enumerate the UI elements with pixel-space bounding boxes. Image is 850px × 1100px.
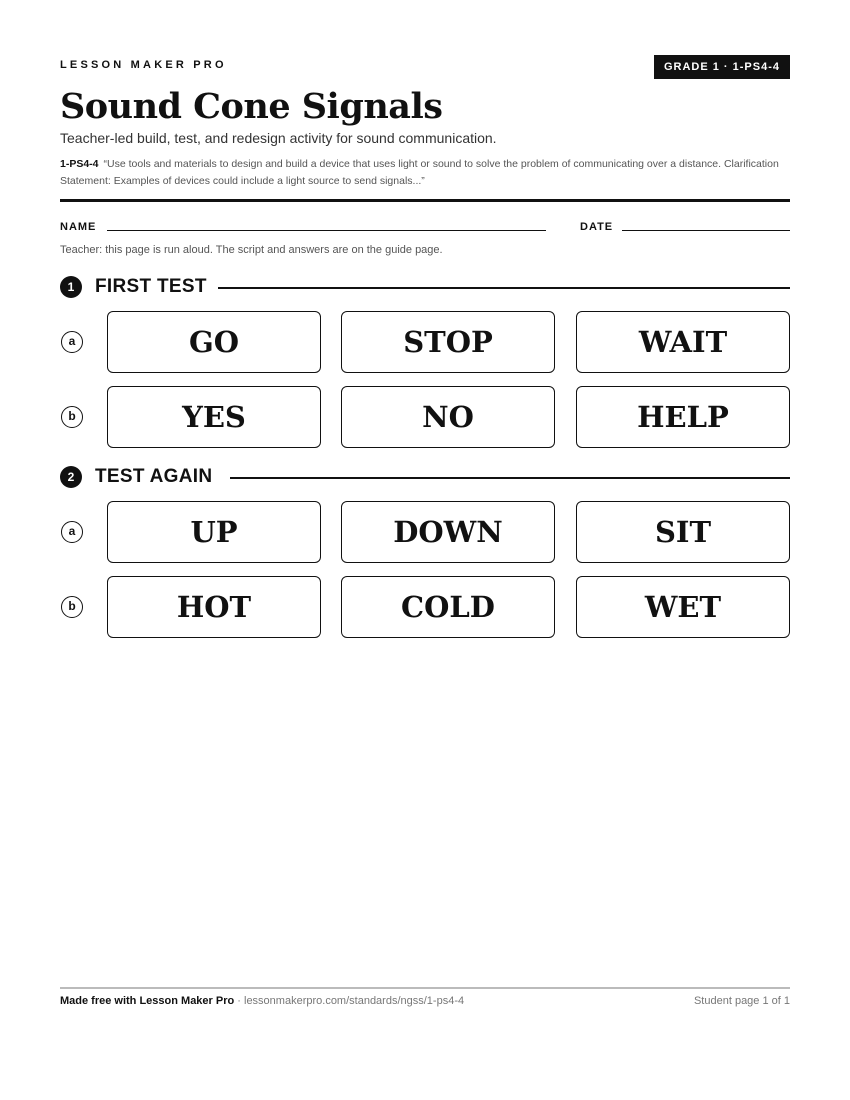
signal-card: SIT	[576, 501, 790, 563]
row-letter: a	[61, 521, 83, 543]
footer-separator: ·	[234, 995, 244, 1007]
section-title: FIRST TEST	[95, 276, 207, 297]
section-rule	[230, 477, 790, 479]
date-field[interactable]	[622, 230, 790, 231]
signal-card: UP	[107, 501, 321, 563]
row-letter: b	[61, 596, 83, 618]
footer-url[interactable]: lessonmakerpro.com/standards/ngss/1-ps4-4	[244, 995, 465, 1007]
name-field[interactable]	[107, 230, 546, 231]
header-divider	[60, 199, 790, 202]
row-letter: b	[61, 406, 83, 428]
name-date-fields	[60, 219, 790, 235]
worksheet-page	[60, 0, 790, 1100]
section-number: 2	[60, 466, 82, 488]
footer-divider	[60, 987, 790, 989]
page-title: Sound Cone Signals	[60, 86, 443, 127]
signal-card: HOT	[107, 576, 321, 638]
name-label: NAME	[60, 221, 97, 233]
signal-row	[60, 576, 790, 638]
footer-made-with: Made free with Lesson Maker Pro	[60, 995, 235, 1007]
top-bar	[60, 55, 790, 79]
section-number: 1	[60, 276, 82, 298]
standard-code: 1-PS4-4	[60, 158, 99, 170]
grade-badge: GRADE 1 · 1-PS4-4	[654, 55, 790, 79]
signal-card: HELP	[576, 386, 790, 448]
section-test-again	[60, 465, 790, 489]
signal-card: GO	[107, 311, 321, 373]
brand-name: LESSON MAKER PRO	[60, 59, 227, 71]
signal-row	[60, 501, 790, 563]
signal-card: YES	[107, 386, 321, 448]
signal-card: WET	[576, 576, 790, 638]
signal-row	[60, 386, 790, 448]
section-title: TEST AGAIN	[95, 466, 213, 487]
page-subtitle: Teacher-led build, test, and redesign activity for sound communication.	[60, 130, 497, 146]
footer-page-label: Student page 1 of 1	[693, 995, 790, 1007]
standard-text: “Use tools and materials to design and build a device that uses light or sound to solve the problem of communicating over a distance. Clarification Statement: Examples of devices could include a light source to send signals...”	[60, 158, 779, 187]
date-label: DATE	[580, 221, 614, 233]
signal-card: COLD	[341, 576, 555, 638]
signal-card: WAIT	[576, 311, 790, 373]
standard-statement	[60, 156, 790, 190]
row-letter: a	[61, 331, 83, 353]
signal-card: DOWN	[341, 501, 555, 563]
section-rule	[218, 287, 790, 289]
teacher-note: Teacher: this page is run aloud. The script and answers are on the guide page.	[60, 244, 443, 256]
section-first-test	[60, 275, 790, 299]
signal-row	[60, 311, 790, 373]
signal-card: STOP	[341, 311, 555, 373]
signal-card: NO	[341, 386, 555, 448]
footer-credit	[60, 995, 464, 1007]
